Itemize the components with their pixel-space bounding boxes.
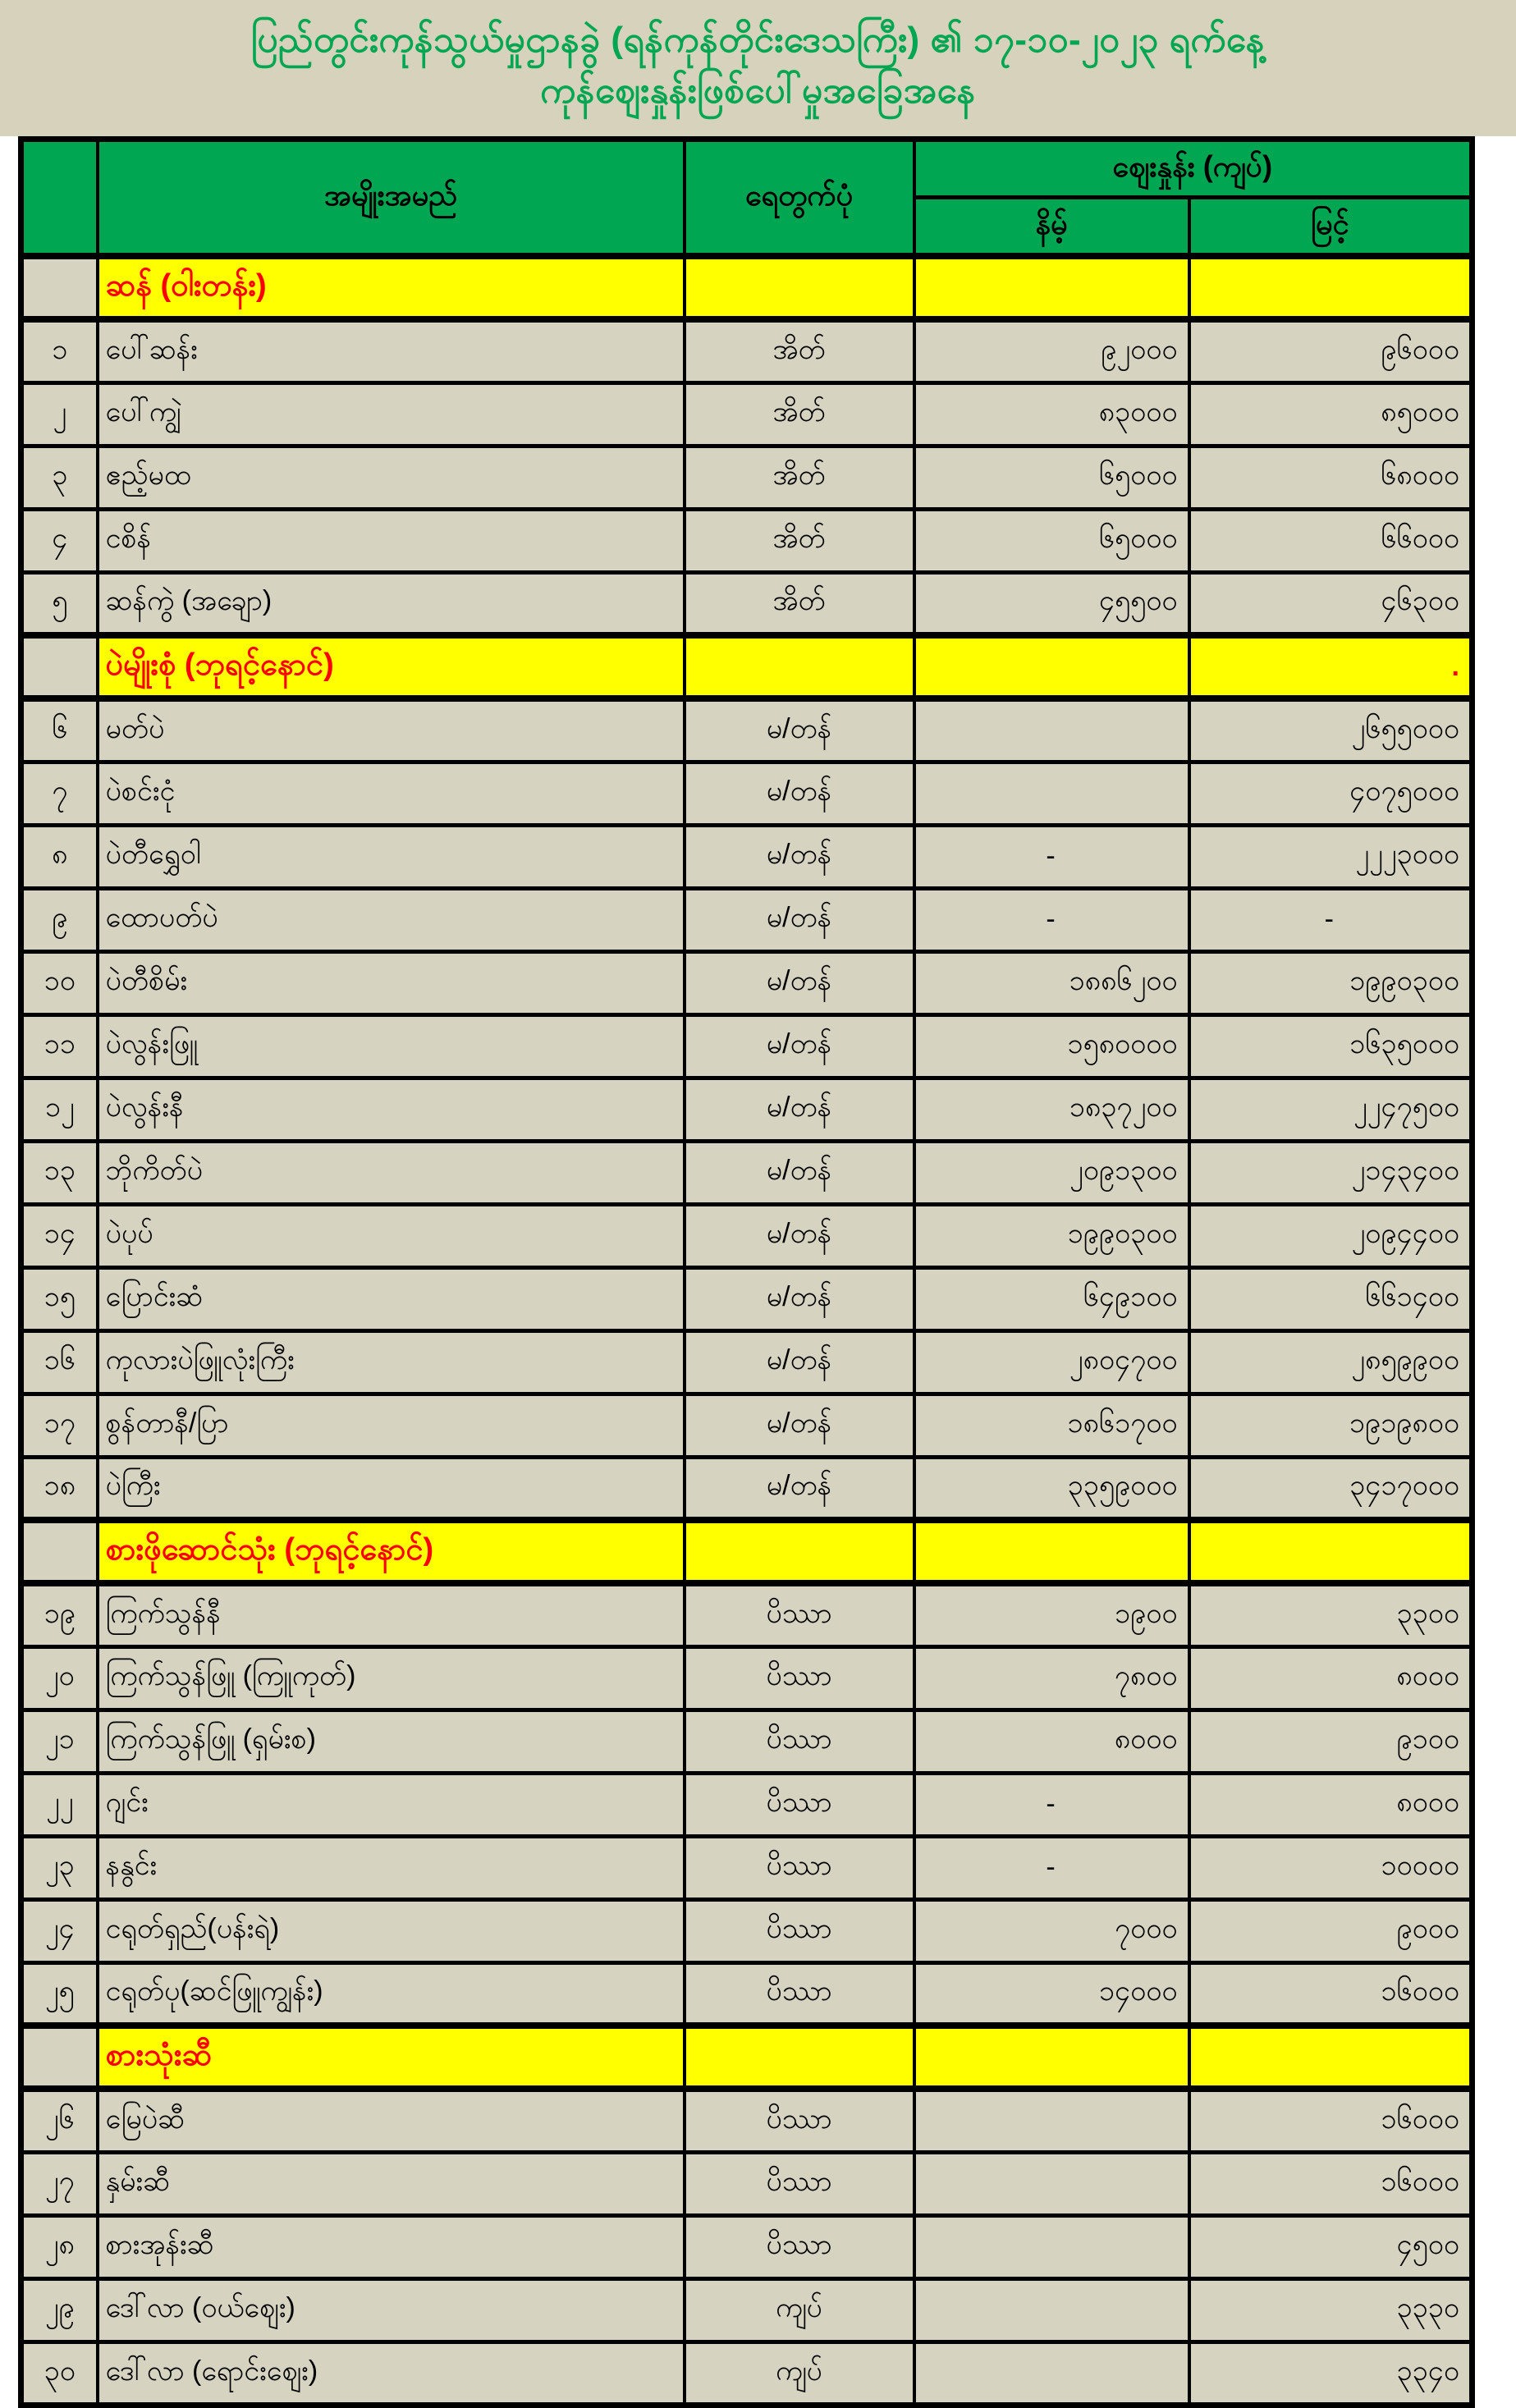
price-high: ၁၆၀၀၀ (1189, 1962, 1472, 2026)
table-row (21, 1646, 1472, 1710)
row-no-cell (21, 1520, 98, 1583)
row-no: ၂၃ (21, 1836, 98, 1899)
price-high: ၁၉၉၀၃၀၀ (1189, 951, 1472, 1014)
section-unit-cell (685, 256, 914, 319)
item-unit: ပိဿာ (685, 1836, 914, 1899)
price-high: ၉၆၀၀၀ (1189, 319, 1472, 382)
item-unit: ကျပ် (685, 2278, 914, 2342)
section-unit-cell (685, 2026, 914, 2089)
table-row (21, 2278, 1472, 2342)
table-row (21, 888, 1472, 951)
header-unit: ရေတွက်ပုံ (685, 140, 914, 257)
section-name: စားသုံးဆီ (98, 2026, 685, 2089)
price-low: ၇၈၀၀ (914, 1646, 1189, 1710)
table-row (21, 1710, 1472, 1773)
price-low (914, 2089, 1189, 2152)
price-high: ၂၈၅၉၉၀၀ (1189, 1330, 1472, 1394)
section-row (21, 2026, 1472, 2089)
price-high: ၂၀၉၄၄၀၀ (1189, 1204, 1472, 1267)
item-name: ပဲပုပ် (98, 1204, 685, 1267)
table-row (21, 698, 1472, 762)
header-price-group: ဈေးနှုန်း (ကျပ်) (914, 140, 1472, 198)
row-no: ၁၉ (21, 1583, 98, 1646)
price-high: ၈၅၀၀၀ (1189, 382, 1472, 446)
item-unit: အိတ် (685, 572, 914, 635)
section-high-cell (1189, 256, 1472, 319)
price-high: ၂၆၅၅၀၀၀ (1189, 698, 1472, 762)
section-low-cell (914, 2026, 1189, 2089)
row-no: ၈ (21, 825, 98, 888)
price-high: ၁၆၀၀၀ (1189, 2152, 1472, 2215)
row-no: ၂၀ (21, 1646, 98, 1710)
table-row (21, 1330, 1472, 1394)
item-name: ဂျင်း (98, 1773, 685, 1836)
header-no-cell (21, 140, 98, 257)
item-name: ပဲတီရွှေဝါ (98, 825, 685, 888)
row-no-cell (21, 2026, 98, 2089)
price-high: ၃၃၃၀ (1189, 2278, 1472, 2342)
row-no: ၃၀ (21, 2342, 98, 2405)
price-low: ၉၂၀၀၀ (914, 319, 1189, 382)
price-low: ၇၀၀၀ (914, 1899, 1189, 1962)
item-unit: မ/တန် (685, 1141, 914, 1204)
table-row (21, 2342, 1472, 2405)
section-row (21, 635, 1472, 698)
price-high: ၂၂၂၃၀၀၀ (1189, 825, 1472, 888)
item-unit: ပိဿာ (685, 2089, 914, 2152)
row-no: ၁၅ (21, 1267, 98, 1330)
table-row (21, 762, 1472, 825)
page-title (0, 0, 1516, 136)
price-low: ၁၈၃၇၂၀၀ (914, 1078, 1189, 1141)
item-unit: အိတ် (685, 319, 914, 382)
price-low: - (914, 1836, 1189, 1899)
row-no: ၂၇ (21, 2152, 98, 2215)
row-no: ၁၆ (21, 1330, 98, 1394)
item-name: ပဲလွန်းနီ (98, 1078, 685, 1141)
price-low: ၈၀၀၀ (914, 1710, 1189, 1773)
item-name: နနွင်း (98, 1836, 685, 1899)
price-high: ၁၆၀၀၀ (1189, 2089, 1472, 2152)
price-high: ၆၈၀၀၀ (1189, 446, 1472, 509)
price-low: ၃၃၅၉၀၀၀ (914, 1457, 1189, 1520)
table-row (21, 1078, 1472, 1141)
price-low: ၁၈၆၁၇၀၀ (914, 1394, 1189, 1457)
item-name: ပဲတီစိမ်း (98, 951, 685, 1014)
price-high: ၆၆၀၀၀ (1189, 509, 1472, 572)
item-unit: ပိဿာ (685, 1899, 914, 1962)
table-row (21, 2089, 1472, 2152)
section-high-cell (1189, 1520, 1472, 1583)
row-no: ၁၈ (21, 1457, 98, 1520)
price-high: ၉၀၀၀ (1189, 1899, 1472, 1962)
item-unit: မ/တန် (685, 825, 914, 888)
row-no: ၆ (21, 698, 98, 762)
item-name: ဒေါ်လာ (ဝယ်ဈေး) (98, 2278, 685, 2342)
price-high: ၁၉၁၉၈၀၀ (1189, 1394, 1472, 1457)
price-high: ၂၁၄၃၄၀၀ (1189, 1141, 1472, 1204)
item-unit: အိတ် (685, 446, 914, 509)
table-row (21, 1141, 1472, 1204)
header-price-low: နိမ့် (914, 198, 1189, 257)
item-unit: ပိဿာ (685, 1773, 914, 1836)
table-row (21, 1962, 1472, 2026)
price-high: ၃၃၀၀ (1189, 1583, 1472, 1646)
row-no: ၂၈ (21, 2215, 98, 2278)
section-low-cell (914, 256, 1189, 319)
price-high: ၃၃၄၀ (1189, 2342, 1472, 2405)
price-high: ၁၆၃၅၀၀၀ (1189, 1014, 1472, 1078)
row-no: ၅ (21, 572, 98, 635)
item-name: စားအုန်းဆီ (98, 2215, 685, 2278)
item-unit: မ/တန် (685, 762, 914, 825)
price-high: ၄၅၀၀ (1189, 2215, 1472, 2278)
price-low (914, 698, 1189, 762)
item-unit: မ/တန် (685, 698, 914, 762)
row-no: ၁၀ (21, 951, 98, 1014)
price-low: ၆၅၀၀၀ (914, 446, 1189, 509)
row-no: ၂၅ (21, 1962, 98, 2026)
section-high-cell: . (1189, 635, 1472, 698)
item-unit: ပိဿာ (685, 1583, 914, 1646)
row-no: ၃ (21, 446, 98, 509)
price-high: ၉၁၀၀ (1189, 1710, 1472, 1773)
row-no: ၂၄ (21, 1899, 98, 1962)
price-low: ၂၀၉၁၃၀၀ (914, 1141, 1189, 1204)
item-unit: မ/တန် (685, 951, 914, 1014)
item-unit: ပိဿာ (685, 1962, 914, 2026)
item-unit: အိတ် (685, 382, 914, 446)
price-low: ၁၅၈၀၀၀၀ (914, 1014, 1189, 1078)
price-low (914, 762, 1189, 825)
price-low: ၂၈၀၄၇၀၀ (914, 1330, 1189, 1394)
row-no: ၂ (21, 382, 98, 446)
table-row (21, 1583, 1472, 1646)
row-no: ၂၁ (21, 1710, 98, 1773)
item-unit: အိတ် (685, 509, 914, 572)
price-high: ၁၀၀၀၀ (1189, 1836, 1472, 1899)
price-high: ၈၀၀၀ (1189, 1646, 1472, 1710)
item-name: ပဲကြီး (98, 1457, 685, 1520)
item-name: ငရုတ်ပု(ဆင်ဖြူကျွန်း) (98, 1962, 685, 2026)
item-unit: မ/တန် (685, 1330, 914, 1394)
row-no: ၁ (21, 319, 98, 382)
price-low: - (914, 825, 1189, 888)
table-row (21, 446, 1472, 509)
item-name: မြေပဲဆီ (98, 2089, 685, 2152)
item-name: မတ်ပဲ (98, 698, 685, 762)
section-name: စားဖိုဆောင်သုံး (ဘုရင့်နောင်) (98, 1520, 685, 1583)
row-no: ၂၉ (21, 2278, 98, 2342)
price-high: - (1189, 888, 1472, 951)
commodity-price-table (18, 136, 1475, 2408)
section-high-cell (1189, 2026, 1472, 2089)
section-name: ပဲမျိုးစုံ (ဘုရင့်နောင်) (98, 635, 685, 698)
section-name: ဆန် (ဝါးတန်း) (98, 256, 685, 319)
item-name: ပဲစင်းငုံ (98, 762, 685, 825)
table-row (21, 382, 1472, 446)
price-high: ၈၀၀၀ (1189, 1773, 1472, 1836)
table-row (21, 1204, 1472, 1267)
table-row (21, 319, 1472, 382)
price-high: ၄၀၇၅၀၀၀ (1189, 762, 1472, 825)
price-low: ၆၄၉၁၀၀ (914, 1267, 1189, 1330)
item-unit: မ/တန် (685, 1204, 914, 1267)
item-name: ကြက်သွန်ဖြူ (ရှမ်းစ) (98, 1710, 685, 1773)
title-line-1: ပြည်တွင်းကုန်သွယ်မှုဌာနခွဲ (ရန်ကုန်တိုင်းဒေသကြီး) ၏ ၁၇-၁၀-၂၀၂၃ ရက်နေ့ (250, 20, 1266, 60)
price-low (914, 2152, 1189, 2215)
section-unit-cell (685, 635, 914, 698)
price-low: ၁၄၀၀၀ (914, 1962, 1189, 2026)
item-name: နှမ်းဆီ (98, 2152, 685, 2215)
item-name: ပေါ်ကျွဲ (98, 382, 685, 446)
row-no: ၁၂ (21, 1078, 98, 1141)
price-low: ၄၅၅၀၀ (914, 572, 1189, 635)
section-unit-cell (685, 1520, 914, 1583)
price-low (914, 2215, 1189, 2278)
table-row (21, 1457, 1472, 1520)
table-row (21, 1014, 1472, 1078)
price-low: ၁၉၉၀၃၀၀ (914, 1204, 1189, 1267)
item-name: ကုလားပဲဖြူလုံးကြီး (98, 1330, 685, 1394)
item-name: ထောပတ်ပဲ (98, 888, 685, 951)
table-header (21, 140, 1472, 257)
section-low-cell (914, 635, 1189, 698)
item-name: ကြက်သွန်နီ (98, 1583, 685, 1646)
table-row (21, 2152, 1472, 2215)
header-price-high: မြင့် (1189, 198, 1472, 257)
table-body (21, 256, 1472, 2405)
price-low: ၁၈၈၆၂၀၀ (914, 951, 1189, 1014)
row-no: ၂၂ (21, 1773, 98, 1836)
row-no: ၁၇ (21, 1394, 98, 1457)
item-unit: မ/တန် (685, 1078, 914, 1141)
table-row (21, 951, 1472, 1014)
item-name: ဧည့်မထ (98, 446, 685, 509)
table-row (21, 1394, 1472, 1457)
item-unit: ကျပ် (685, 2342, 914, 2405)
price-high: ၄၆၃၀၀ (1189, 572, 1472, 635)
price-low (914, 2278, 1189, 2342)
table-row (21, 2215, 1472, 2278)
row-no-cell (21, 635, 98, 698)
item-unit: မ/တန် (685, 1014, 914, 1078)
section-row (21, 1520, 1472, 1583)
table-row (21, 1267, 1472, 1330)
item-unit: မ/တန် (685, 888, 914, 951)
price-high: ၃၄၁၇၀၀၀ (1189, 1457, 1472, 1520)
item-unit: မ/တန် (685, 1394, 914, 1457)
item-unit: ပိဿာ (685, 2152, 914, 2215)
item-name: ဒေါ်လာ (ရောင်းဈေး) (98, 2342, 685, 2405)
item-name: ငရုတ်ရှည်(ပန်းရဲ) (98, 1899, 685, 1962)
item-name: စွန်တာနီ/ပြာ (98, 1394, 685, 1457)
item-unit: ပိဿာ (685, 1646, 914, 1710)
item-unit: မ/တန် (685, 1267, 914, 1330)
table-row (21, 825, 1472, 888)
row-no: ၇ (21, 762, 98, 825)
row-no: ၄ (21, 509, 98, 572)
title-line-2: ကုန်ဈေးနှုန်းဖြစ်ပေါ်မှုအခြေအနေ (540, 71, 976, 111)
row-no: ၁၄ (21, 1204, 98, 1267)
price-low (914, 2342, 1189, 2405)
row-no: ၂၆ (21, 2089, 98, 2152)
section-low-cell (914, 1520, 1189, 1583)
price-low: - (914, 1773, 1189, 1836)
table-row (21, 509, 1472, 572)
item-unit: မ/တန် (685, 1457, 914, 1520)
price-low: ၁၉၀၀ (914, 1583, 1189, 1646)
item-name: ကြက်သွန်ဖြူ (ကြူကုတ်) (98, 1646, 685, 1710)
item-name: ငစိန် (98, 509, 685, 572)
row-no: ၉ (21, 888, 98, 951)
price-high: ၂၂၄၇၅၀၀ (1189, 1078, 1472, 1141)
item-name: ပြောင်းဆံ (98, 1267, 685, 1330)
table-row (21, 1836, 1472, 1899)
item-name: ဆန်ကွဲ (အချော) (98, 572, 685, 635)
table-row (21, 1899, 1472, 1962)
item-name: ပေါ်ဆန်း (98, 319, 685, 382)
item-name: ဘိုကိတ်ပဲ (98, 1141, 685, 1204)
section-row (21, 256, 1472, 319)
row-no: ၁၃ (21, 1141, 98, 1204)
item-unit: ပိဿာ (685, 1710, 914, 1773)
price-low: ၆၅၀၀၀ (914, 509, 1189, 572)
item-name: ပဲလွန်းဖြူ (98, 1014, 685, 1078)
price-low: - (914, 888, 1189, 951)
row-no: ၁၁ (21, 1014, 98, 1078)
price-low: ၈၃၀၀၀ (914, 382, 1189, 446)
row-no-cell (21, 256, 98, 319)
price-high: ၆၆၁၄၀၀ (1189, 1267, 1472, 1330)
item-unit: ပိဿာ (685, 2215, 914, 2278)
table-row (21, 1773, 1472, 1836)
table-row (21, 572, 1472, 635)
header-item-name: အမျိုးအမည် (98, 140, 685, 257)
